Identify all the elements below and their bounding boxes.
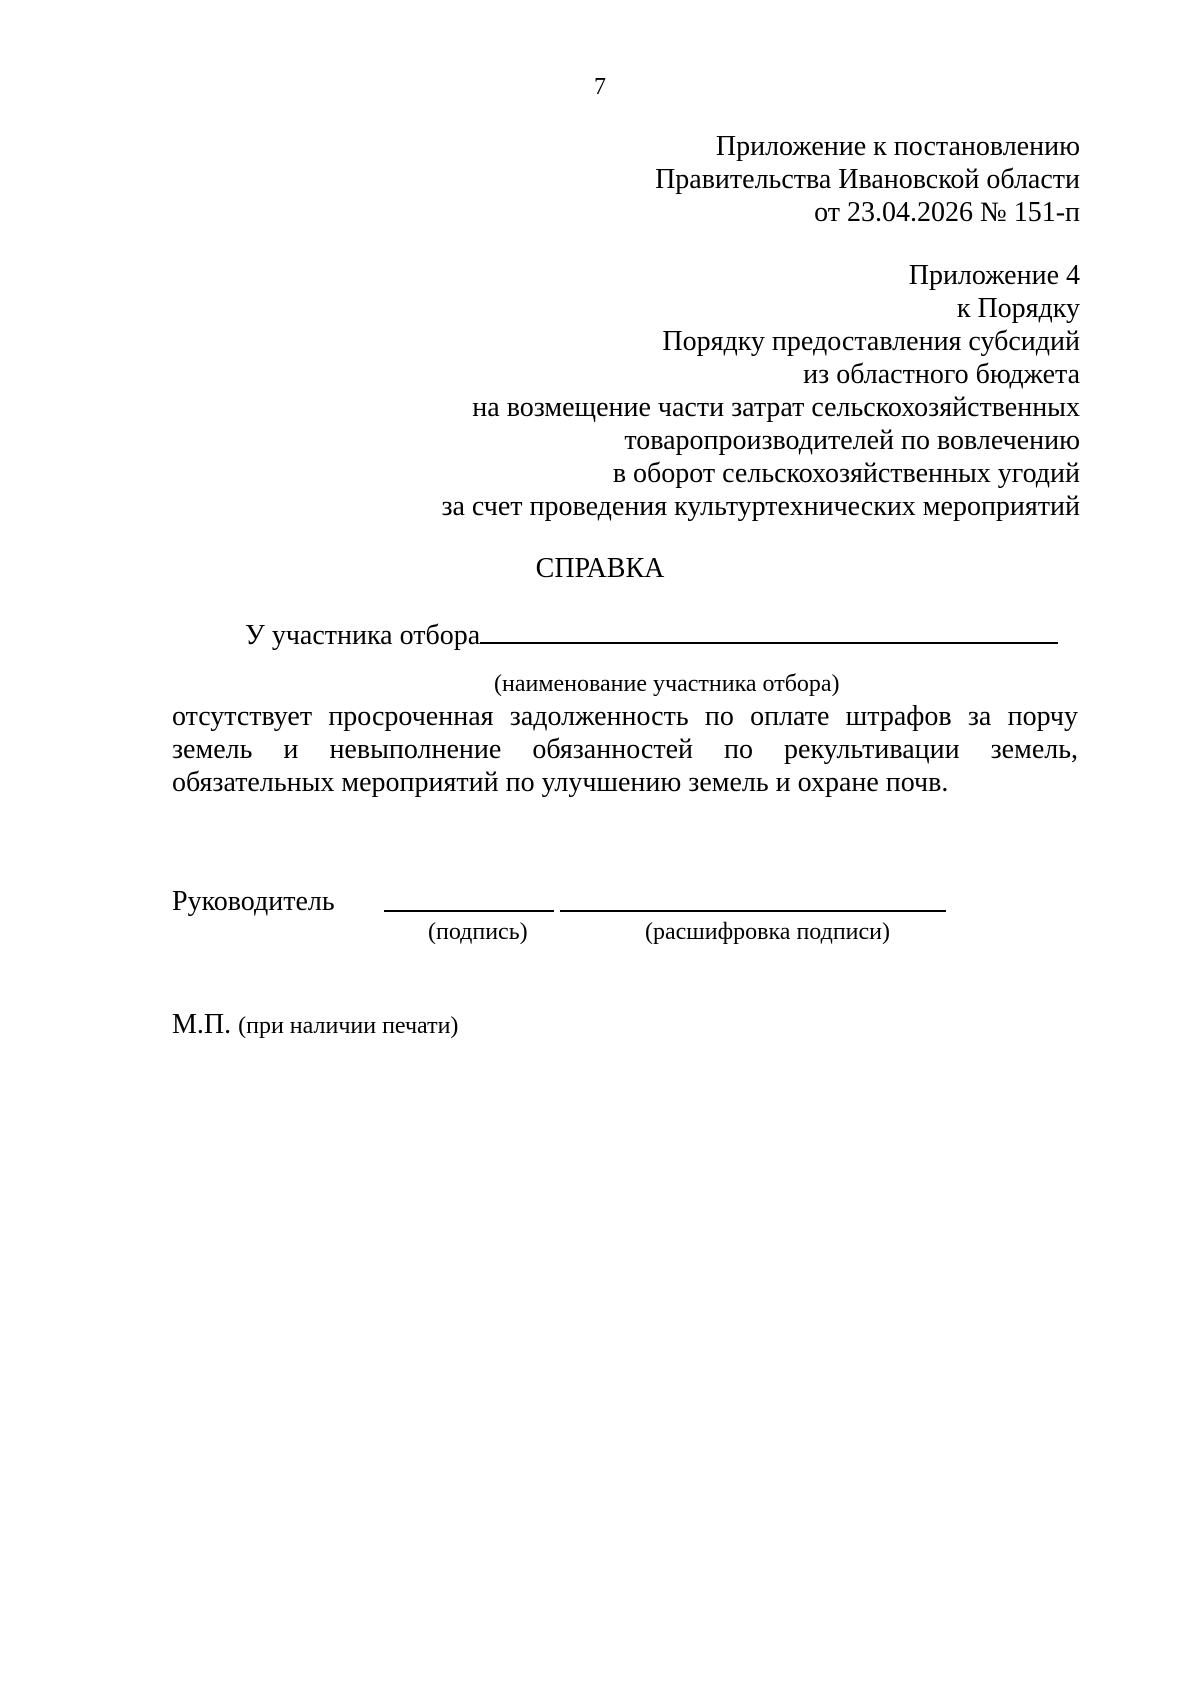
appendix-reference-line: на возмещение части затрат сельскохозяйственных xyxy=(472,392,1080,423)
body-line: земель и невыполнение обязанностей по рекультивации земель, xyxy=(172,734,1078,765)
signature-decoding-field[interactable] xyxy=(560,910,946,912)
decree-reference xyxy=(655,130,1080,229)
appendix-reference xyxy=(441,259,1080,523)
participant-name-field[interactable] xyxy=(480,615,1058,644)
participant-label: У участника отбора xyxy=(245,620,481,651)
stamp-label: М.П. xyxy=(172,1009,232,1040)
participant-row xyxy=(245,615,1058,652)
appendix-reference-line: к Порядку xyxy=(956,293,1080,324)
body-line: обязательных мероприятий по улучшению земель и охране почв. xyxy=(172,767,949,798)
appendix-reference-line: Порядку предоставления субсидий xyxy=(662,326,1080,357)
appendix-reference-line: Приложение 4 xyxy=(908,260,1080,291)
decree-reference-line: Правительства Ивановской области xyxy=(655,164,1080,195)
page-number: 7 xyxy=(594,74,606,100)
signature-decoding-caption: (расшифровка подписи) xyxy=(645,919,890,945)
appendix-reference-line: из областного бюджета xyxy=(803,359,1080,390)
signature-field[interactable] xyxy=(384,910,554,912)
signature-caption: (подпись) xyxy=(428,919,528,945)
body-line: отсутствует просроченная задолженность по оплате штрафов за порчу xyxy=(172,701,1078,732)
stamp-row xyxy=(172,1008,458,1043)
decree-reference-line: от 23.04.2026 № 151-п xyxy=(814,197,1080,228)
decree-reference-line: Приложение к постановлению xyxy=(715,131,1080,162)
appendix-reference-line: товаропроизводителей по вовлечению xyxy=(624,425,1080,456)
certificate-body xyxy=(172,700,1078,799)
stamp-note: (при наличии печати) xyxy=(238,1013,459,1039)
document-title: СПРАВКА xyxy=(535,553,665,584)
appendix-reference-line: в оборот сельскохозяйственных угодий xyxy=(612,458,1080,489)
appendix-reference-line: за счет проведения культуртехнических мероприятий xyxy=(441,491,1080,522)
participant-caption: (наименование участника отбора) xyxy=(494,671,840,697)
signer-label: Руководитель xyxy=(172,886,335,917)
